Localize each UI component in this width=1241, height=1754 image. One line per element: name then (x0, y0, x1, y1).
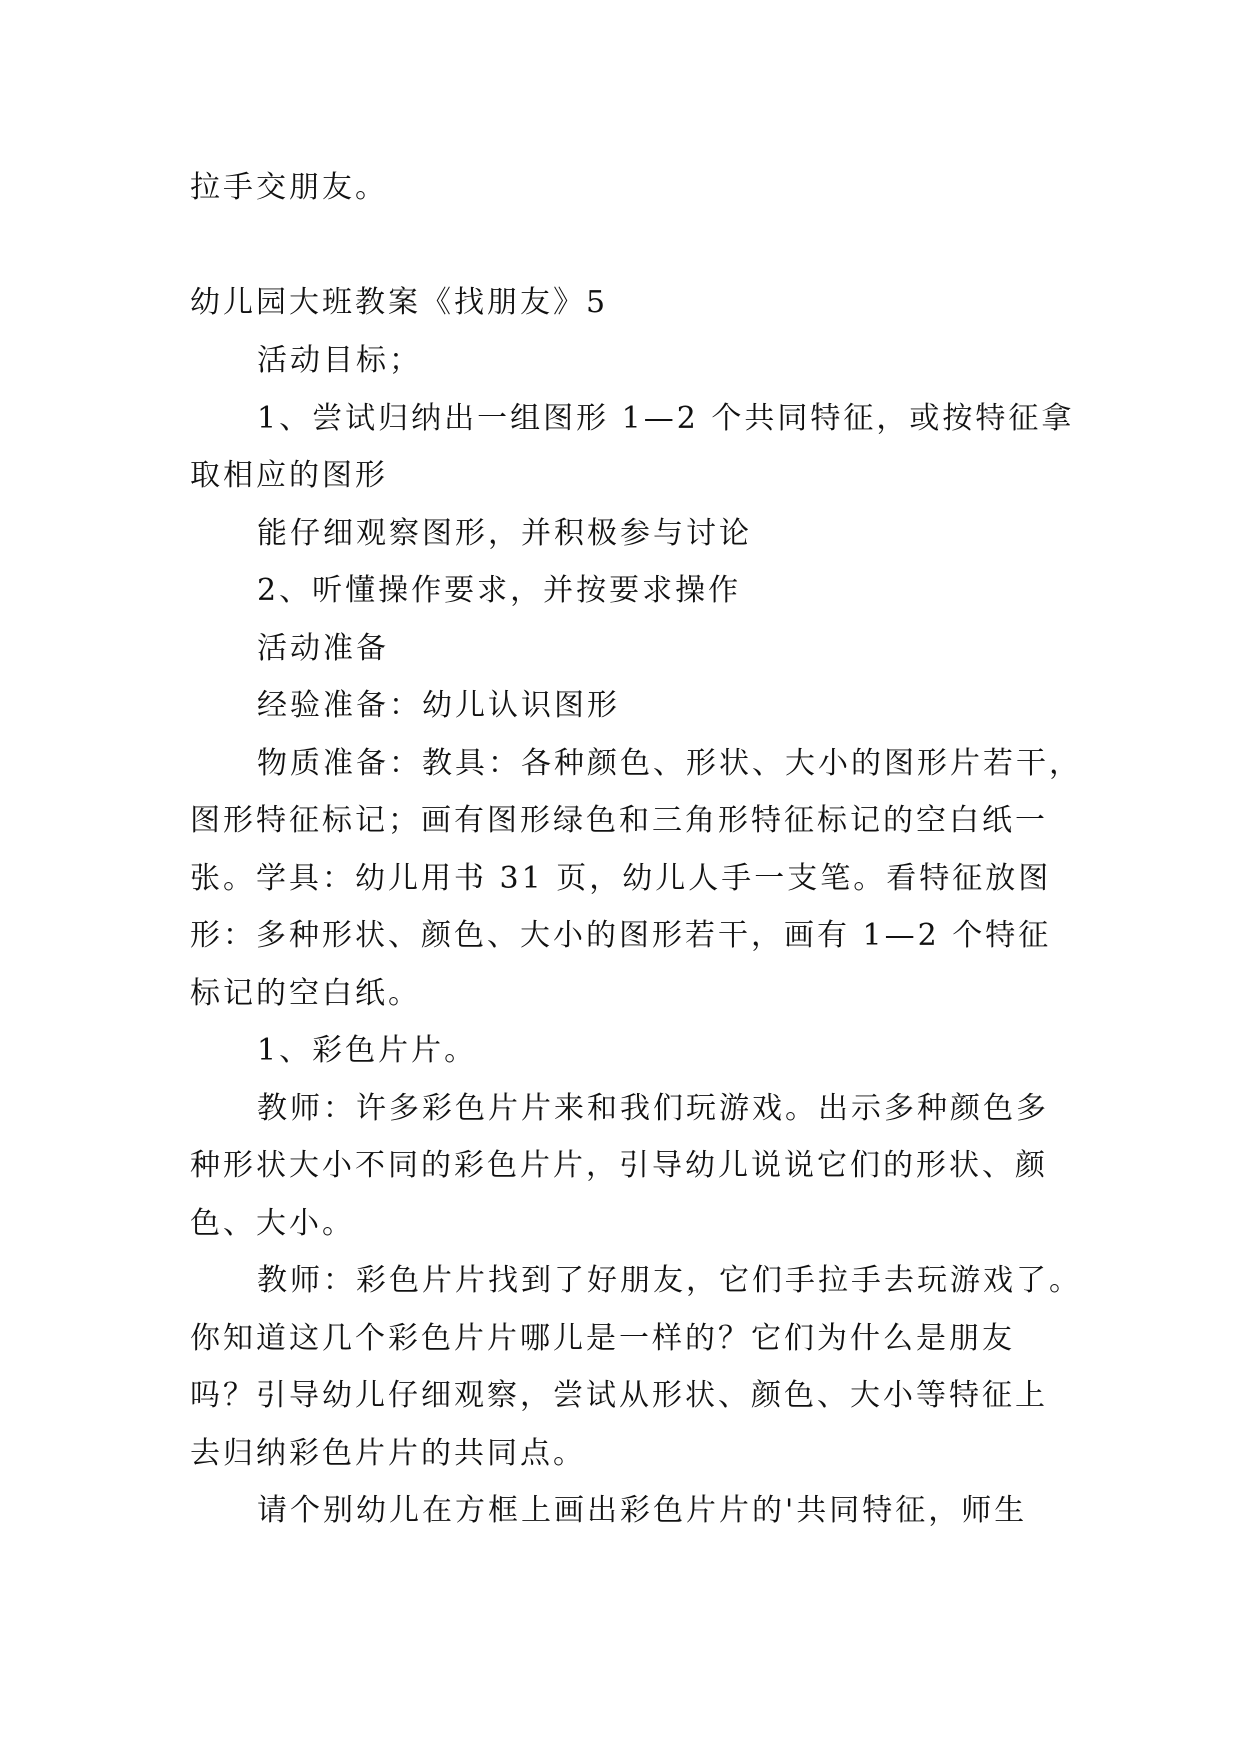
text-line: 取相应的图形 (190, 458, 388, 493)
text-line: 图形特征标记；画有图形绿色和三角形特征标记的空白纸一 (190, 803, 1048, 838)
text-line: 标记的空白纸。 (190, 976, 421, 1011)
text-line: 请个别幼儿在方框上画出彩色片片的'共同特征，师生 (257, 1493, 1028, 1528)
text-line: 1、尝试归纳出一组图形 1—2 个共同特征，或按特征拿 (257, 401, 1075, 436)
text-line: 教师：许多彩色片片来和我们玩游戏。出示多种颜色多 (257, 1091, 1049, 1126)
text-line: 你知道这几个彩色片片哪儿是一样的？它们为什么是朋友 (190, 1321, 1015, 1356)
text-line: 1、彩色片片。 (257, 1033, 478, 1068)
text-line: 活动目标； (257, 343, 422, 378)
text-line: 张。学具：幼儿用书 31 页，幼儿人手一支笔。看特征放图 (190, 861, 1052, 896)
text-line: 能仔细观察图形，并积极参与讨论 (257, 516, 752, 551)
text-line: 色、大小。 (190, 1206, 355, 1241)
text-line: 2、听懂操作要求，并按要求操作 (257, 573, 742, 608)
text-line: 物质准备：教具：各种颜色、形状、大小的图形片若干， (257, 746, 1082, 781)
text-line: 种形状大小不同的彩色片片，引导幼儿说说它们的形状、颜 (190, 1148, 1048, 1183)
text-line: 活动准备 (257, 631, 389, 666)
text-line: 吗？引导幼儿仔细观察，尝试从形状、颜色、大小等特征上 (190, 1378, 1048, 1413)
text-line: 形：多种形状、颜色、大小的图形若干，画有 1—2 个特征 (190, 918, 1052, 953)
text-line: 去归纳彩色片片的共同点。 (190, 1436, 586, 1471)
text-line: 拉手交朋友。 (190, 170, 388, 205)
text-line: 教师：彩色片片找到了好朋友，它们手拉手去玩游戏了。 (257, 1263, 1082, 1298)
text-line: 经验准备：幼儿认识图形 (257, 688, 620, 723)
section-heading: 幼儿园大班教案《找朋友》5 (190, 285, 609, 320)
